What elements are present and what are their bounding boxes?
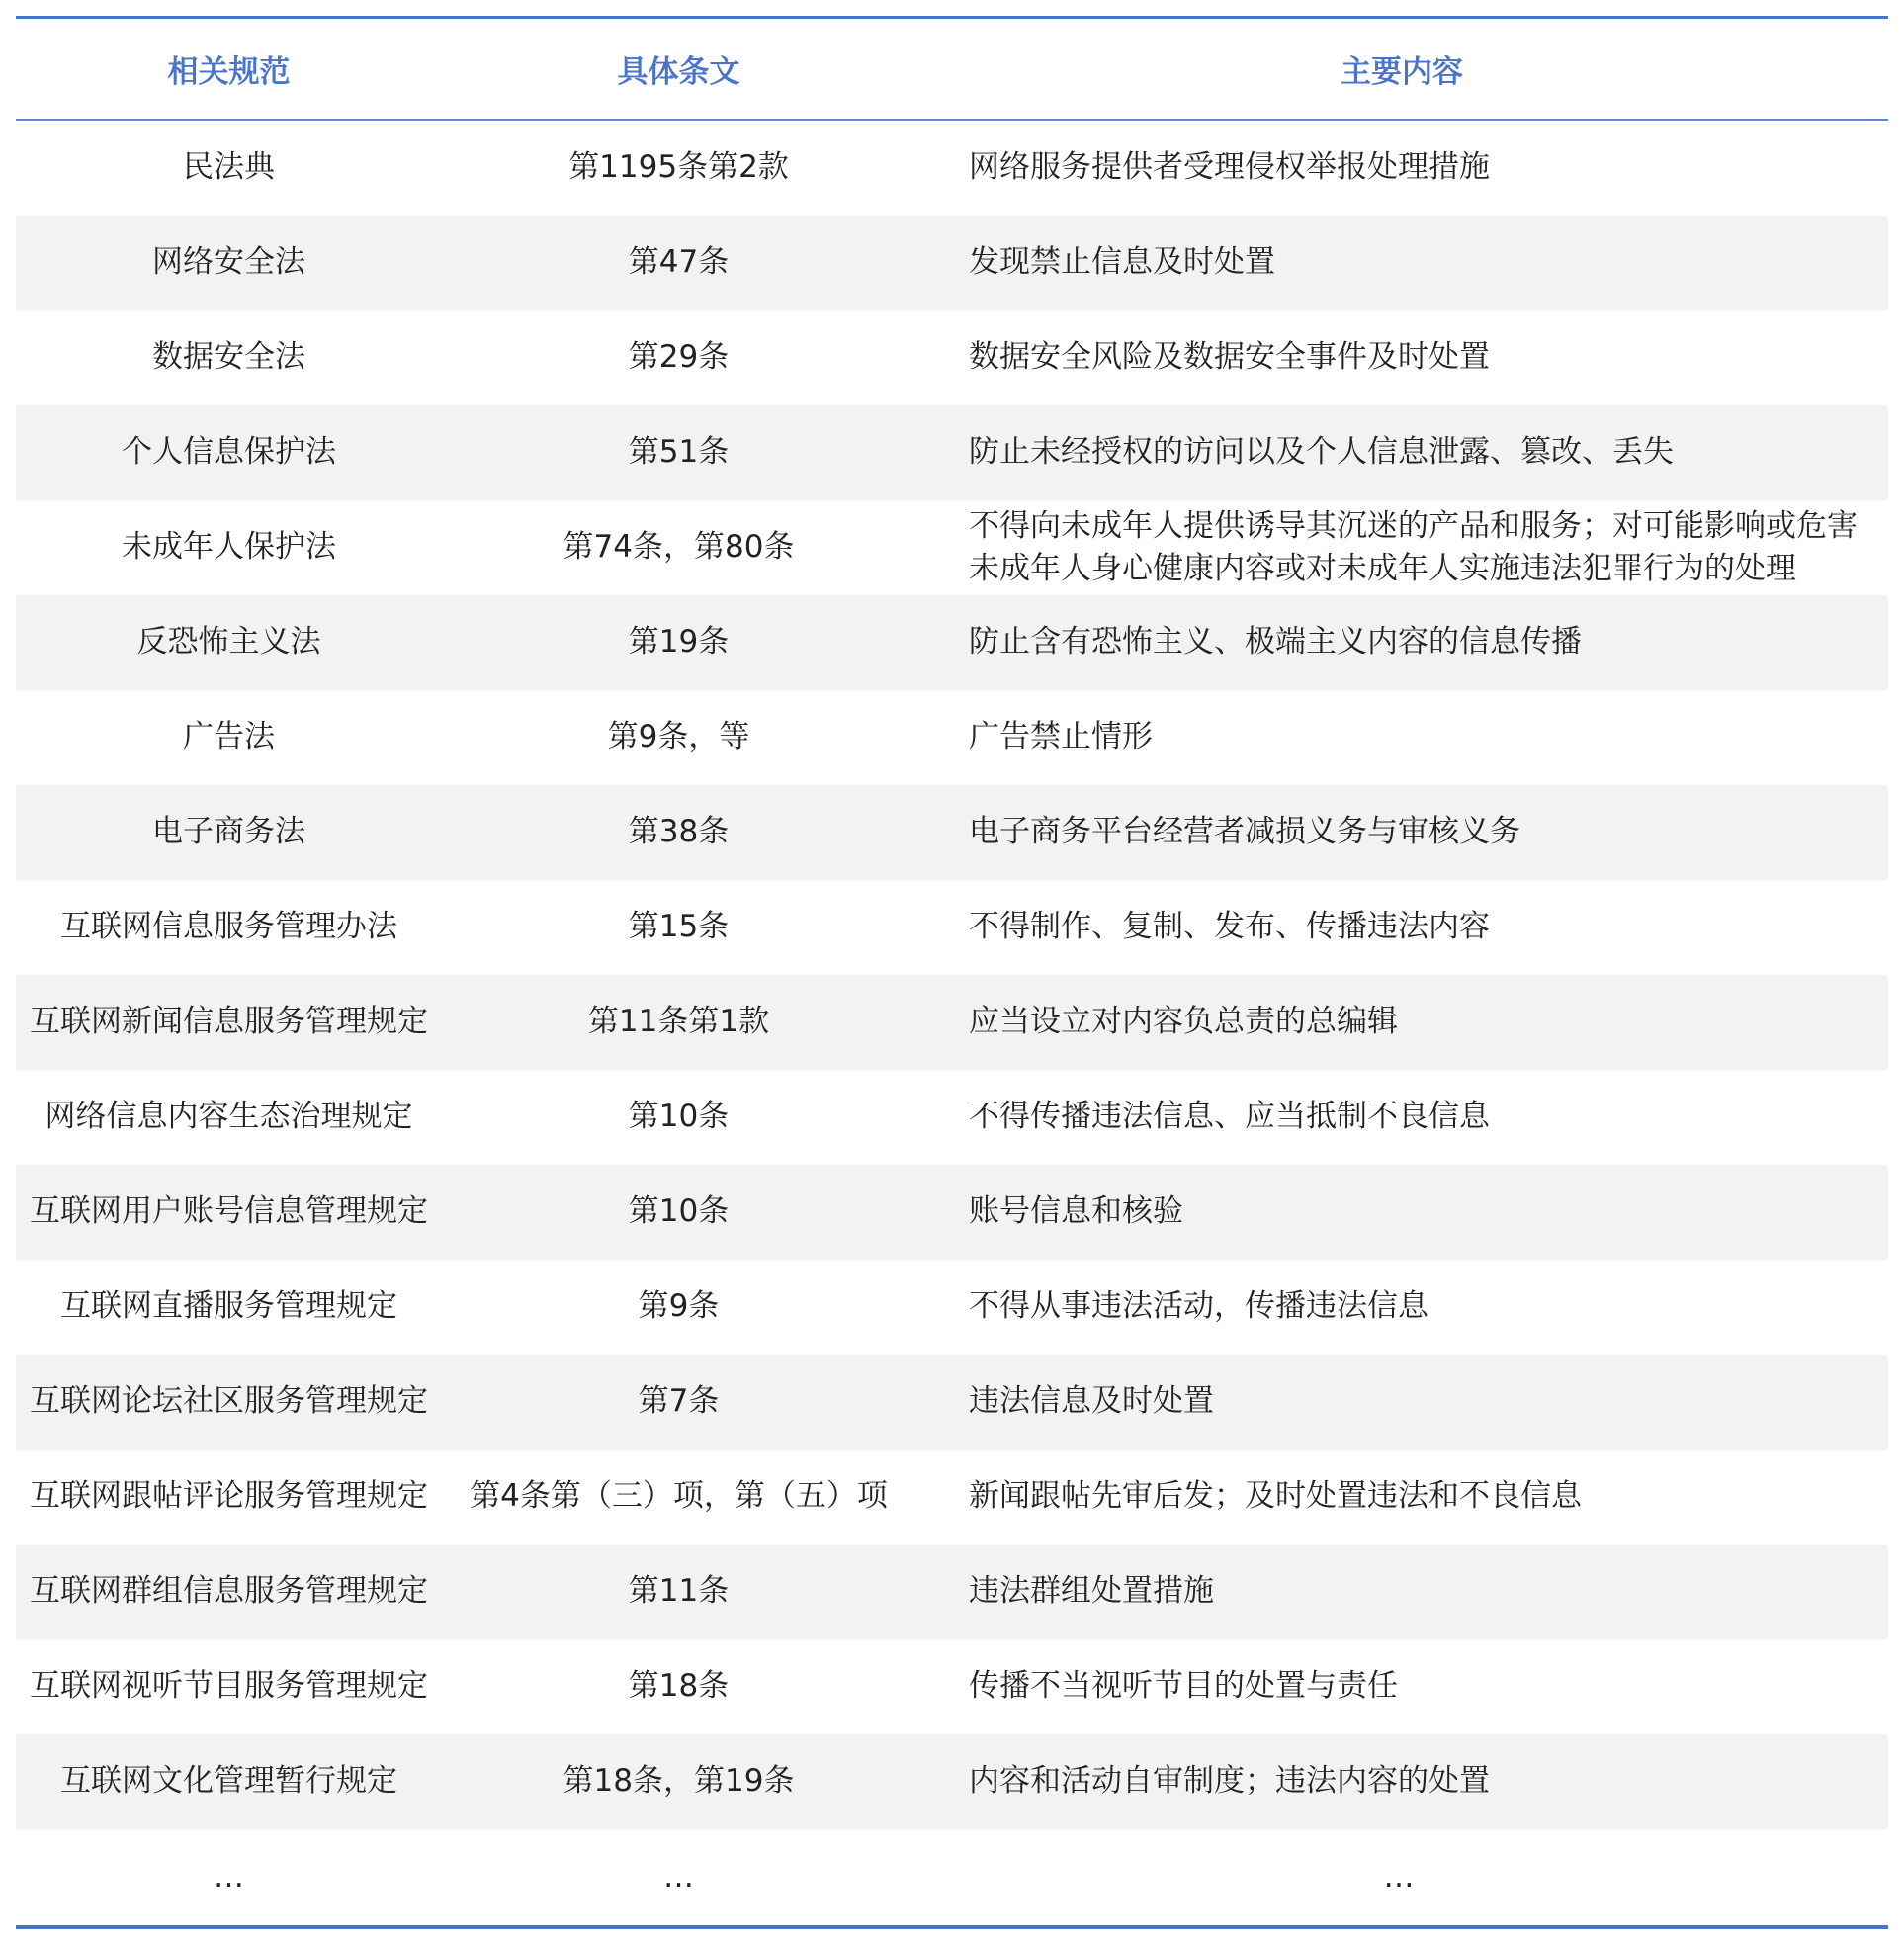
cell-article: 第47条 bbox=[628, 244, 730, 281]
table-row bbox=[16, 880, 1888, 975]
cell-norm: 互联网直播服务管理规定 bbox=[60, 1288, 397, 1325]
cell-article: 第11条 bbox=[628, 1573, 730, 1610]
cell-content: 广告禁止情形 bbox=[969, 719, 1153, 755]
header-article: 具体条文 bbox=[617, 54, 740, 90]
table-header bbox=[16, 19, 1888, 121]
cell-content: 新闻跟帖先审后发；及时处置违法和不良信息 bbox=[969, 1478, 1582, 1515]
cell-article: 第7条 bbox=[638, 1383, 720, 1420]
table-row bbox=[16, 121, 1888, 216]
cell-article: 第18条 bbox=[628, 1668, 730, 1705]
cell-content: 电子商务平台经营者减损义务与审核义务 bbox=[969, 814, 1520, 850]
cell-norm: 民法典 bbox=[183, 149, 275, 186]
cell-norm: 反恐怖主义法 bbox=[136, 624, 321, 661]
cell-article: 第38条 bbox=[628, 814, 730, 850]
table-row bbox=[16, 975, 1888, 1070]
table-row bbox=[16, 1450, 1888, 1545]
cell-article: 第11条第1款 bbox=[587, 1004, 770, 1040]
cell-content: 不得传播违法信息、应当抵制不良信息 bbox=[969, 1099, 1490, 1135]
cell-content: 不得向未成年人提供诱导其沉迷的产品和服务；对可能影响或危害未成年人身心健康内容或对未成年人实施违法犯罪行为的处理 bbox=[969, 507, 1858, 586]
table-row bbox=[16, 216, 1888, 310]
header-content: 主要内容 bbox=[1341, 54, 1463, 90]
cell-article: 第51条 bbox=[628, 434, 730, 471]
cell-content: 内容和活动自审制度；违法内容的处置 bbox=[969, 1763, 1490, 1800]
header-norm: 相关规范 bbox=[167, 54, 291, 90]
cell-norm: 互联网跟帖评论服务管理规定 bbox=[30, 1478, 428, 1515]
table-row bbox=[16, 1260, 1888, 1355]
cell-article: 第15条 bbox=[628, 909, 730, 945]
cell-content: 违法群组处置措施 bbox=[969, 1573, 1214, 1610]
cell-article: 第9条，等 bbox=[607, 719, 750, 755]
cell-article: 第18条，第19条 bbox=[563, 1763, 795, 1800]
cell-article: 第1195条第2款 bbox=[568, 149, 789, 186]
cell-norm: 网络安全法 bbox=[152, 244, 305, 281]
cell-norm: 互联网文化管理暂行规定 bbox=[60, 1763, 397, 1800]
table-bottom-rule bbox=[16, 1925, 1888, 1929]
cell-content: 应当设立对内容负总责的总编辑 bbox=[969, 1004, 1398, 1040]
cell-content: 防止含有恐怖主义、极端主义内容的信息传播 bbox=[969, 624, 1582, 661]
table-row bbox=[16, 1829, 1888, 1925]
cell-norm: 数据安全法 bbox=[152, 339, 305, 376]
cell-norm: 个人信息保护法 bbox=[122, 434, 336, 471]
cell-article: 第74条，第80条 bbox=[563, 529, 795, 566]
cell-article: 第9条 bbox=[638, 1288, 720, 1325]
table-row bbox=[16, 1355, 1888, 1450]
table-row bbox=[16, 1545, 1888, 1639]
cell-article: 第19条 bbox=[628, 624, 730, 661]
cell-norm: 电子商务法 bbox=[152, 814, 305, 850]
table-row bbox=[16, 1639, 1888, 1734]
cell-norm: 互联网群组信息服务管理规定 bbox=[30, 1573, 428, 1610]
cell-norm: 互联网论坛社区服务管理规定 bbox=[30, 1383, 428, 1420]
cell-article: 第10条 bbox=[628, 1099, 730, 1135]
table-row bbox=[16, 310, 1888, 405]
cell-norm: 网络信息内容生态治理规定 bbox=[44, 1099, 413, 1135]
cell-article: 第29条 bbox=[628, 339, 730, 376]
table-body bbox=[16, 121, 1888, 1925]
table-row bbox=[16, 405, 1888, 500]
cell-content: 防止未经授权的访问以及个人信息泄露、篡改、丢失 bbox=[969, 434, 1674, 471]
cell-norm: … bbox=[214, 1858, 244, 1895]
cell-article: 第10条 bbox=[628, 1193, 730, 1230]
table-row bbox=[16, 1070, 1888, 1165]
cell-article: 第4条第（三）项，第（五）项 bbox=[470, 1478, 888, 1515]
cell-content: 不得制作、复制、发布、传播违法内容 bbox=[969, 909, 1490, 945]
table-row bbox=[16, 500, 1888, 595]
cell-norm: 未成年人保护法 bbox=[122, 529, 336, 566]
cell-norm: 互联网用户账号信息管理规定 bbox=[30, 1193, 428, 1230]
cell-content: 发现禁止信息及时处置 bbox=[969, 244, 1275, 281]
table-row bbox=[16, 785, 1888, 880]
cell-content: 网络服务提供者受理侵权举报处理措施 bbox=[969, 149, 1490, 186]
cell-norm: 互联网新闻信息服务管理规定 bbox=[30, 1004, 428, 1040]
table-row bbox=[16, 690, 1888, 785]
table-row bbox=[16, 1165, 1888, 1260]
cell-content: 账号信息和核验 bbox=[969, 1193, 1183, 1230]
table-row bbox=[16, 1734, 1888, 1829]
cell-article: … bbox=[663, 1858, 694, 1895]
cell-content: 数据安全风险及数据安全事件及时处置 bbox=[969, 339, 1490, 376]
cell-content: 传播不当视听节目的处置与责任 bbox=[969, 1668, 1398, 1705]
table-row bbox=[16, 595, 1888, 690]
cell-content: 不得从事违法活动，传播违法信息 bbox=[969, 1288, 1428, 1325]
cell-norm: 互联网信息服务管理办法 bbox=[60, 909, 397, 945]
regulation-table bbox=[16, 16, 1888, 1929]
cell-content: … bbox=[1383, 1858, 1415, 1895]
cell-norm: 互联网视听节目服务管理规定 bbox=[30, 1668, 428, 1705]
cell-content: 违法信息及时处置 bbox=[969, 1383, 1214, 1420]
cell-norm: 广告法 bbox=[183, 719, 275, 755]
